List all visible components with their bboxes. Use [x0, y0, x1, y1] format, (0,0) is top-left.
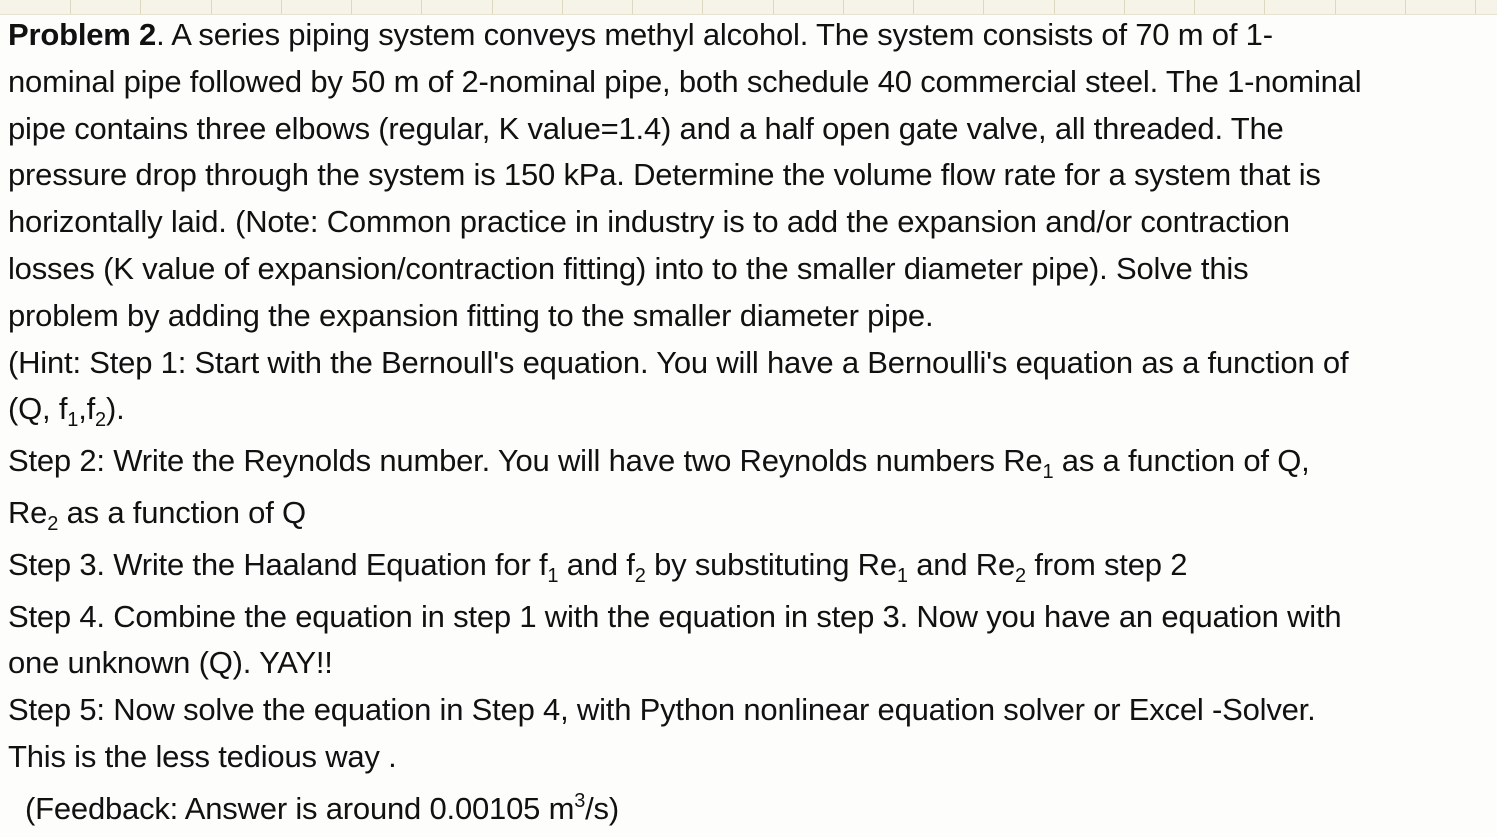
step-text: as a function of Q: [58, 494, 306, 530]
subscript: 2: [95, 409, 106, 432]
hint-line-2: [8, 386, 1493, 433]
problem-line-7: problem by adding the expansion fitting to the smaller diameter pipe.: [8, 297, 934, 333]
step-5-line-1: Step 5: Now solve the equation in Step 4, with Python nonlinear equation solver or Excel -Solver.: [8, 692, 1316, 728]
subscript: 1: [67, 409, 79, 432]
subscript: 2: [1015, 564, 1026, 587]
problem-title: Problem 2: [8, 17, 157, 52]
step-text: from step 2: [1025, 546, 1188, 582]
step-text: as a function of Q,: [1053, 443, 1310, 479]
problem-line-3: pipe contains three elbows (regular, K value=1.4) and a half open gate valve, all threaded. The: [8, 110, 1284, 146]
hint-text: (Q, f: [8, 391, 68, 427]
problem-line-4: pressure drop through the system is 150 kPa. Determine the volume flow rate for a system that is: [8, 157, 1321, 193]
step-4-line-2: one unknown (Q). YAY!!: [8, 645, 333, 681]
step-2-line-1: [8, 438, 1493, 485]
problem-line-6: losses (K value of expansion/contraction fitting) into to the smaller diameter pipe). Solve this: [8, 250, 1249, 286]
superscript: 3: [574, 789, 586, 812]
problem-line-2: nominal pipe followed by 50 m of 2-nominal pipe, both schedule 40 commercial steel. The 1-nominal: [8, 63, 1362, 99]
problem-text: . A series piping system conveys methyl alcohol. The system consists of 70 m of 1-: [156, 17, 1273, 52]
step-text: and f: [558, 546, 635, 582]
subscript: 1: [547, 564, 559, 587]
problem-line-1: [8, 12, 1493, 59]
hint-line-1: (Hint: Step 1: Start with the Bernoull's equation. You will have a Bernoulli's equation as a function of: [8, 344, 1349, 380]
problem-document: [8, 12, 1493, 833]
step-2-line-2: [8, 490, 1493, 537]
step-text: Step 3. Write the Haaland Equation for f: [8, 546, 548, 582]
step-4-line-1: Step 4. Combine the equation in step 1 with the equation in step 3. Now you have an equation with: [8, 598, 1342, 634]
step-text: by substituting Re: [645, 546, 897, 582]
step-text: Re: [8, 494, 48, 530]
subscript: 2: [634, 564, 646, 587]
feedback-text: (Feedback: Answer is around 0.00105 m: [25, 790, 575, 826]
hint-text: ).: [105, 391, 125, 427]
subscript: 1: [1042, 461, 1054, 484]
step-5-line-2: This is the less tedious way .: [8, 738, 397, 774]
hint-text: ,f: [78, 391, 96, 427]
feedback-text: /s): [585, 790, 619, 826]
step-3-line: [8, 542, 1493, 589]
problem-line-5: horizontally laid. (Note: Common practice in industry is to add the expansion and/or contraction: [8, 204, 1290, 240]
subscript: 2: [47, 512, 59, 535]
step-text: and Re: [907, 546, 1016, 582]
subscript: 1: [896, 564, 908, 587]
step-text: Step 2: Write the Reynolds number. You will have two Reynolds numbers Re: [8, 443, 1043, 479]
feedback-line: [8, 786, 1493, 833]
